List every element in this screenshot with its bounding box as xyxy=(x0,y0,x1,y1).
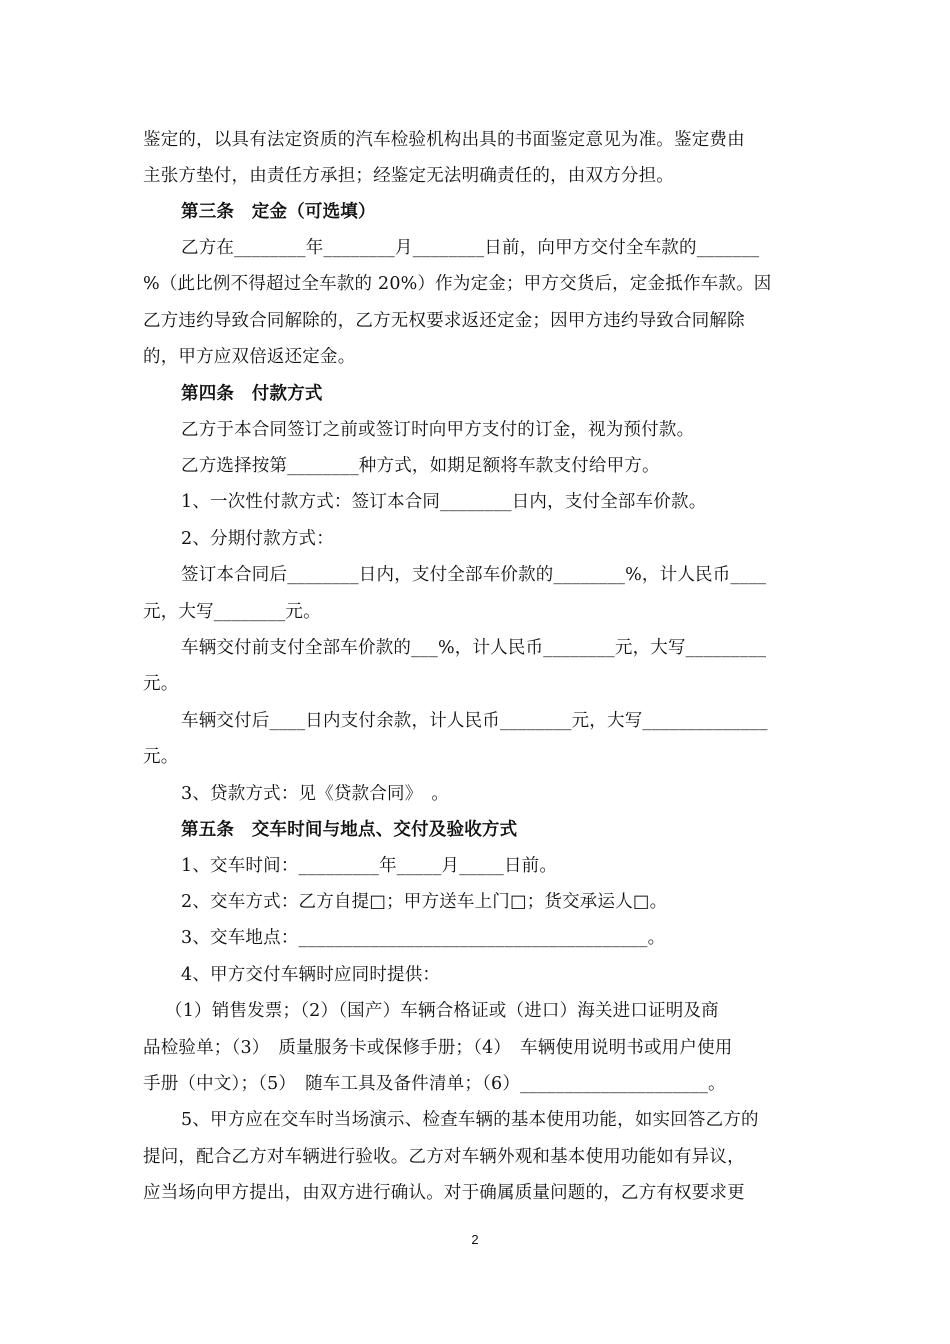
body-text-line: 的，甲方应双倍返还定金。 xyxy=(143,347,356,367)
body-text-line: 车辆交付前支付全部车价款的___%，计人民币________元，大写_________ xyxy=(181,638,767,658)
body-text-line: 提问，配合乙方对车辆进行验收。乙方对车辆外观和基本使用功能如有异议， xyxy=(143,1147,745,1167)
body-text-line: 1、交车时间：_________年_____月_____日前。 xyxy=(181,856,558,876)
body-text-line: 5、甲方应在交车时当场演示、检查车辆的基本使用功能，如实回答乙方的 xyxy=(181,1110,759,1130)
body-text-line: %（此比例不得超过全车款的 20%）作为定金；甲方交货后，定金抵作车款。因 xyxy=(143,274,772,294)
article-4-heading: 第四条 付款方式 xyxy=(181,384,323,404)
body-text-line: 3、贷款方式：见《贷款合同》 。 xyxy=(181,784,450,804)
body-text-line: 乙方在________年________月________日前，向甲方交付全车款的_______ xyxy=(181,238,760,258)
body-text-line: 3、交车地点：_______________________________________。 xyxy=(181,928,666,948)
body-text-line: 品检验单；（3） 质量服务卡或保修手册；（4） 车辆使用说明书或用户使用 xyxy=(143,1038,733,1058)
page-number: 2 xyxy=(471,1232,479,1247)
body-text-line: 鉴定的，以具有法定资质的汽车检验机构出具的书面鉴定意见为准。鉴定费由 xyxy=(143,130,745,150)
body-text-line: 2、交车方式：乙方自提□；甲方送车上门□；货交承运人□。 xyxy=(181,892,668,912)
body-text-line: 2、分期付款方式： xyxy=(181,529,334,549)
body-text-line: 签订本合同后________日内，支付全部车价款的________%，计人民币____ xyxy=(181,565,767,585)
body-text-line: 乙方违约导致合同解除的，乙方无权要求返还定金；因甲方违约导致合同解除 xyxy=(143,311,745,331)
body-text-line: 1、一次性付款方式：签订本合同________日内，支付全部车价款。 xyxy=(181,492,707,512)
body-text-line: 乙方于本合同签订之前或签订时向甲方支付的订金，视为预付款。 xyxy=(181,420,695,440)
body-text-line: 乙方选择按第________种方式，如期足额将车款支付给甲方。 xyxy=(181,456,660,476)
body-text-line: （1）销售发票；（2）（国产）车辆合格证或（进口）海关进口证明及商 xyxy=(165,1001,719,1021)
body-text-line: 手册（中文）；（5） 随车工具及备件清单；（6）_____________________。 xyxy=(143,1074,726,1094)
body-text-line: 元。 xyxy=(143,747,179,767)
article-3-heading: 第三条 定金（可选填） xyxy=(181,202,376,222)
body-text-line: 4、甲方交付车辆时应同时提供： xyxy=(181,965,441,985)
body-text-line: 元。 xyxy=(143,674,179,694)
body-text-line: 车辆交付后____日内支付余款，计人民币________元，大写______________ xyxy=(181,711,768,731)
article-5-heading: 第五条 交车时间与地点、交付及验收方式 xyxy=(181,820,518,840)
body-text-line: 应当场向甲方提出，由双方进行确认。对于确属质量问题的，乙方有权要求更 xyxy=(143,1183,745,1203)
body-text-line: 主张方垫付，由责任方承担；经鉴定无法明确责任的，由双方分担。 xyxy=(143,166,674,186)
body-text-line: 元，大写________元。 xyxy=(143,602,321,622)
